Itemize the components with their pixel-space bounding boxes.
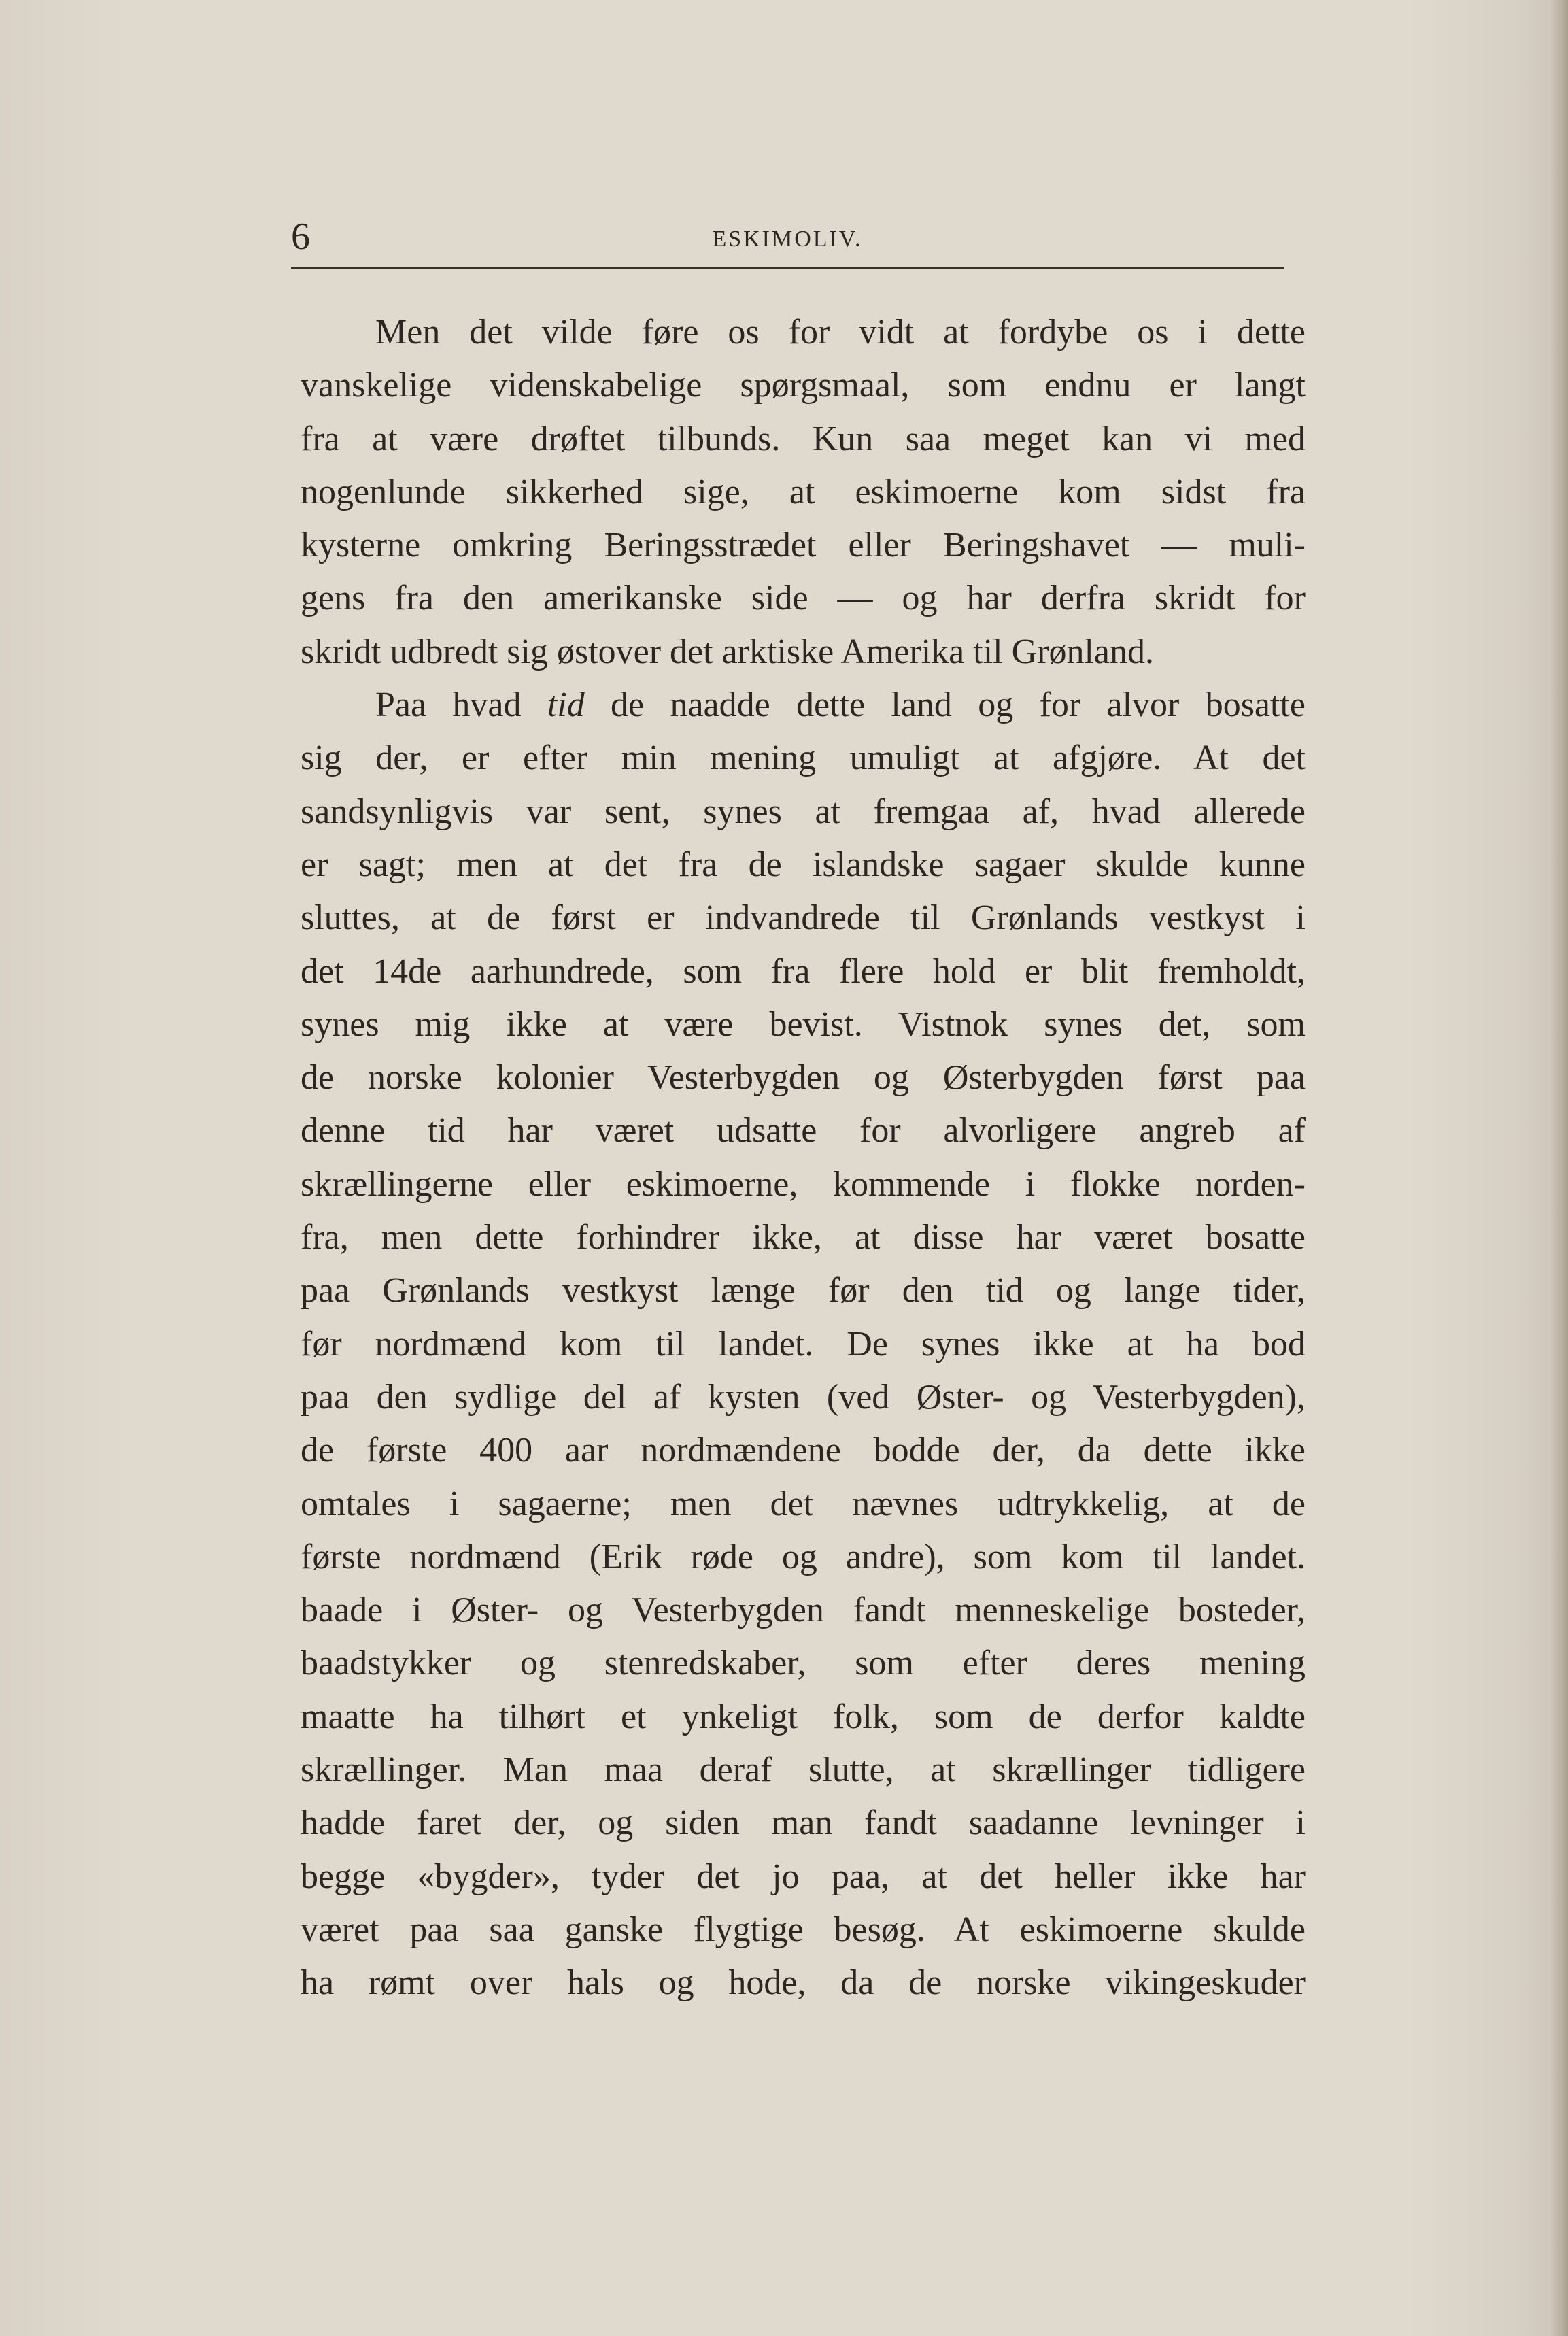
text-span: de naadde dette land og for alvor bosatte	[584, 685, 1306, 725]
text-line: hadde faret der, og siden man fandt saadanne levninger i	[301, 1804, 1306, 1843]
text-line	[301, 679, 1306, 732]
text-line: synes mig ikke at være bevist. Vistnok synes det, som	[301, 1004, 1306, 1044]
text-line: er sagt; men at det fra de islandske sagaer skulde kunne	[301, 845, 1306, 884]
italic-word: tid	[547, 685, 585, 725]
text-line: de norske kolonier Vesterbygden og Østerbygden først paa	[301, 1058, 1306, 1098]
running-title: ESKIMOLIV.	[712, 226, 863, 252]
text-line: maatte ha tilhørt et ynkeligt folk, som de derfor kaldte	[301, 1697, 1306, 1736]
text-line: fra, men dette forhindrer ikke, at disse har været bosatte	[301, 1218, 1306, 1257]
header-rule	[291, 267, 1284, 269]
page-edge	[1548, 0, 1568, 2336]
text-line: været paa saa ganske flygtige besøg. At eskimoerne skulde	[301, 1910, 1306, 1949]
text-line: paa den sydlige del af kysten (ved Øster- og Vesterbygden),	[301, 1377, 1306, 1417]
text-line: ha rømt over hals og hode, da de norske vikingeskuder	[301, 1963, 1306, 2003]
text-line: skridt udbredt sig østover det arktiske Amerika til Grønland.	[301, 632, 1154, 671]
text-line: baade i Øster- og Vesterbygden fandt menneskelige bosteder,	[301, 1591, 1306, 1630]
text-line: kysterne omkring Beringsstrædet eller Beringshavet — muli-	[301, 526, 1306, 565]
text-line: nogenlunde sikkerhed sige, at eskimoerne kom sidst fra	[301, 472, 1306, 511]
text-line: baadstykker og stenredskaber, som efter deres mening	[301, 1644, 1306, 1683]
text-line: gens fra den amerikanske side — og har derfra skridt for	[301, 579, 1306, 618]
text-line: de første 400 aar nordmændene bodde der, da dette ikke	[301, 1431, 1306, 1470]
page-header	[291, 216, 1284, 264]
text-line: sig der, er efter min mening umuligt at afgjøre. At det	[301, 739, 1306, 778]
text-line: begge «bygder», tyder det jo paa, at det heller ikke har	[301, 1857, 1306, 1896]
text-line: første nordmænd (Erik røde og andre), som kom til landet.	[301, 1537, 1306, 1576]
text-line: før nordmænd kom til landet. De synes ikke at ha bod	[301, 1324, 1306, 1364]
text-line: det 14de aarhundrede, som fra flere hold er blit fremholdt,	[301, 951, 1306, 991]
text-span: Paa hvad	[375, 685, 547, 725]
text-line: denne tid har været udsatte for alvorligere angreb af	[301, 1111, 1306, 1151]
text-line: omtales i sagaerne; men det nævnes udtrykkelig, at de	[301, 1484, 1306, 1523]
text-line: fra at være drøftet tilbunds. Kun saa meget kan vi med	[301, 419, 1306, 458]
text-line: paa Grønlands vestkyst længe før den tid og lange tider,	[301, 1271, 1306, 1310]
body-text	[301, 306, 1306, 2010]
text-line: vanskelige videnskabelige spørgsmaal, som endnu er langt	[301, 366, 1306, 405]
text-line: sluttes, at de først er indvandrede til Grønlands vestkyst i	[301, 898, 1306, 938]
text-line: Men det vilde føre os for vidt at fordybe os i dette	[375, 313, 1306, 352]
text-line: skrællinger. Man maa deraf slutte, at skrællinger tidligere	[301, 1750, 1306, 1790]
text-line: sandsynligvis var sent, synes at fremgaa af, hvad allerede	[301, 792, 1306, 831]
page-number: 6	[291, 216, 310, 258]
text-line: skrællingerne eller eskimoerne, kommende i flokke norden-	[301, 1164, 1306, 1204]
